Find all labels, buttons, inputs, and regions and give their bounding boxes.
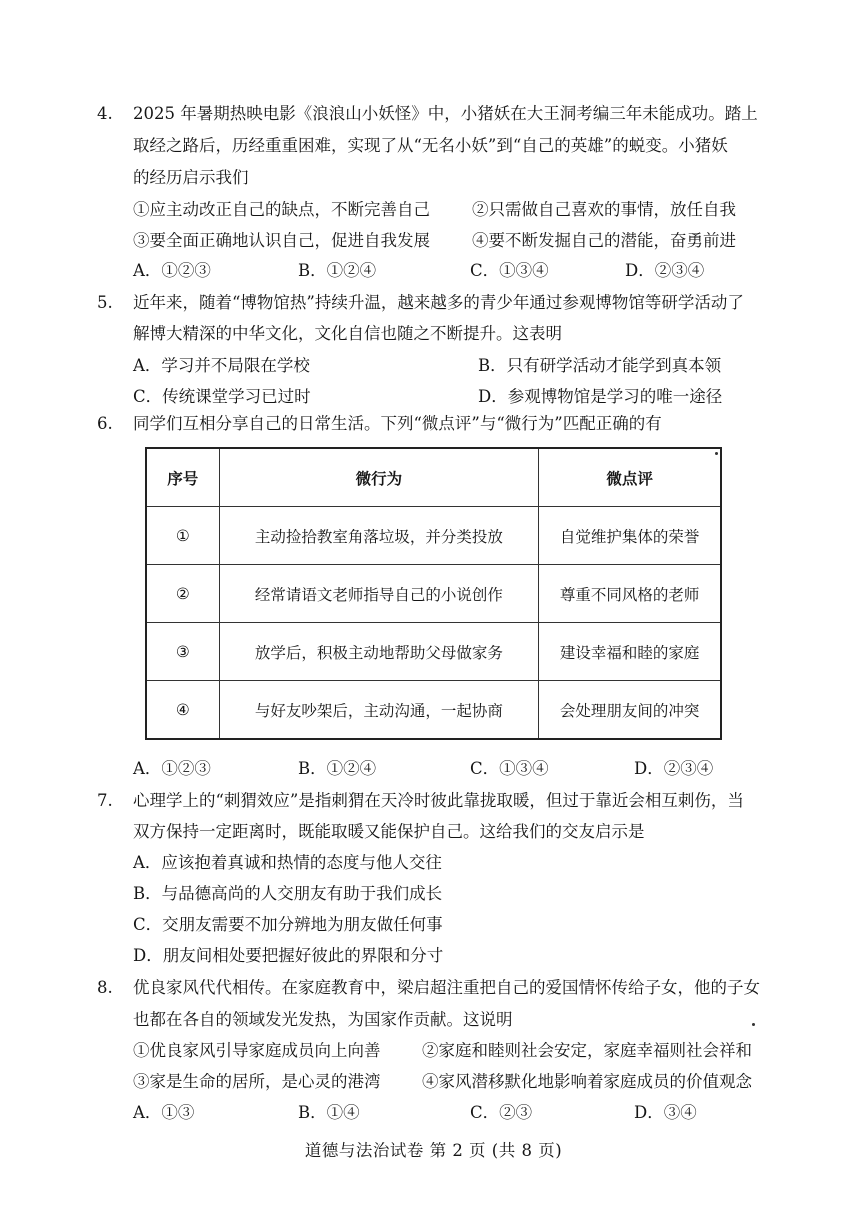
table-cell: ③ [146,623,219,681]
statement-1: ①优良家风引导家庭成员向上向善 [133,1041,381,1060]
table-row [146,507,721,565]
table-row [146,681,721,740]
option-a: A．①②③ [133,759,211,778]
table-cell: 主动捡拾教室角落垃圾，并分类投放 [219,507,539,565]
question-number: 8. [97,978,113,997]
statement-2: ②只需做自己喜欢的事情，放任自我 [472,200,736,219]
table-cell: 与好友吵架后，主动沟通，一起协商 [219,681,539,740]
option-b: B．与品德高尚的人交朋友有助于我们成长 [133,884,443,903]
option-d: D．②③④ [634,759,714,778]
table-cell: ④ [146,681,219,740]
option-a: A．应该抱着真诚和热情的态度与他人交往 [133,853,442,872]
option-c: C．②③ [470,1103,533,1122]
option-a: A．①②③ [133,261,211,280]
table-cell: ① [146,507,219,565]
statement-1: ①应主动改正自己的缺点，不断完善自己 [133,200,430,219]
matching-table [145,447,722,740]
table-row [146,623,721,681]
question-stem-line: 同学们互相分享自己的日常生活。下列“微点评”与“微行为”匹配正确的有 [133,414,662,433]
question-stem-line: 的经历启示我们 [133,168,249,187]
table-header: 序号 [146,448,219,507]
table-header: 微行为 [219,448,539,507]
option-b: B．只有研学活动才能学到真本领 [478,356,722,375]
question-number: 7. [97,791,113,810]
question-number: 4. [97,104,113,123]
question-stem-line: 解博大精深的中华文化，文化自信也随之不断提升。这表明 [133,324,562,343]
table-cell: 建设幸福和睦的家庭 [539,623,721,681]
option-b: B．①②④ [298,759,377,778]
question-stem-line: 也都在各自的领域发光发热，为国家作贡献。这说明 [133,1010,513,1029]
question-number: 6. [97,414,113,433]
statement-3: ③家是生命的居所，是心灵的港湾 [133,1072,381,1091]
statement-4: ④要不断发掘自己的潜能，奋勇前进 [472,231,736,250]
question-stem-line: 心理学上的“刺猬效应”是指刺猬在天冷时彼此靠拢取暖，但过于靠近会相互刺伤，当 [133,791,744,810]
table-cell: 自觉维护集体的荣誉 [539,507,721,565]
table-cell: 放学后，积极主动地帮助父母做家务 [219,623,539,681]
option-d: D．②③④ [625,261,705,280]
option-a: A．学习并不局限在学校 [133,356,310,375]
statement-4: ④家风潜移默化地影响着家庭成员的价值观念 [422,1072,752,1091]
question-stem-line: 取经之路后，历经重重困难，实现了从“无名小妖”到“自己的英雄”的蜕变。小猪妖 [133,136,728,155]
option-c: C．①③④ [470,261,549,280]
table-cell: 经常请语文老师指导自己的小说创作 [219,565,539,623]
option-b: B．①②④ [298,261,377,280]
page-footer: 道德与法治试卷 第 2 页 (共 8 页) [304,1141,563,1160]
option-d: D．③④ [634,1103,697,1122]
question-stem-line: 近年来，随着“博物馆热”持续升温，越来越多的青少年通过参观博物馆等研学活动了 [133,293,744,312]
option-d: D．朋友间相处要把握好彼此的界限和分寸 [133,946,444,965]
option-a: A．①③ [133,1103,195,1122]
table-cell: ② [146,565,219,623]
table-header-row [146,448,721,507]
option-b: B．①④ [298,1103,360,1122]
option-c: C．传统课堂学习已过时 [133,387,311,406]
question-stem-line: 2025 年暑期热映电影《浪浪山小妖怪》中，小猪妖在大王洞考编三年未能成功。踏上 [133,104,758,123]
table-header: 微点评 [539,448,721,507]
option-c: C．①③④ [470,759,549,778]
table-cell: 尊重不同风格的老师 [539,565,721,623]
option-c: C．交朋友需要不加分辨地为朋友做任何事 [133,915,443,934]
question-number: 5. [97,293,113,312]
question-stem-line: 双方保持一定距离时，既能取暖又能保护自己。这给我们的交友启示是 [133,822,645,841]
table-row [146,565,721,623]
option-d: D．参观博物馆是学习的唯一途径 [478,387,723,406]
statement-2: ②家庭和睦则社会安定，家庭幸福则社会祥和 [422,1041,752,1060]
scan-mark [752,1023,755,1026]
statement-3: ③要全面正确地认识自己，促进自我发展 [133,231,430,250]
question-stem-line: 优良家风代代相传。在家庭教育中，梁启超注重把自己的爱国情怀传给子女，他的子女 [133,978,760,997]
table-cell: 会处理朋友间的冲突 [539,681,721,740]
